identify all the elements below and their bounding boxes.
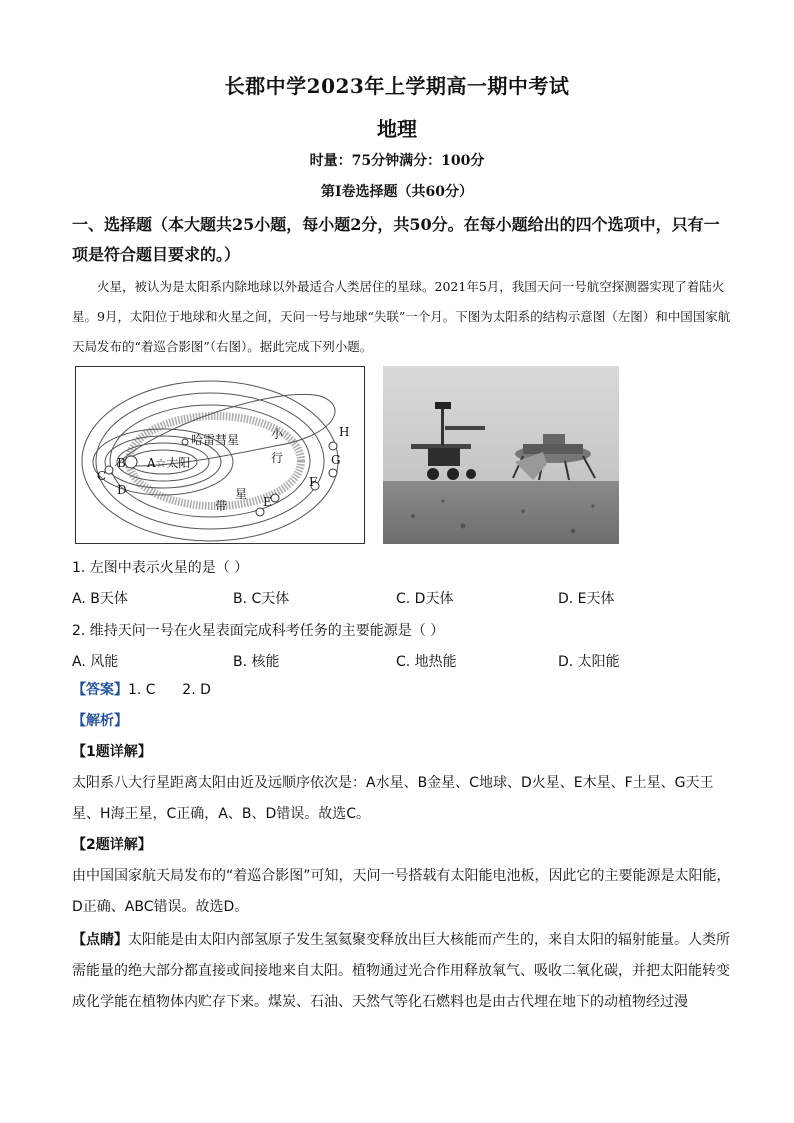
label-b: B xyxy=(117,456,126,470)
answer-line xyxy=(72,675,732,706)
label-f: F xyxy=(309,475,318,489)
q1-option-a: A. B天体 xyxy=(72,591,128,607)
detail-2-tag: 【2题详解】 xyxy=(72,837,152,853)
label-g: G xyxy=(331,453,341,467)
answer-tag: 【答案】 xyxy=(72,682,128,698)
label-e: E xyxy=(263,495,272,509)
detail-2-heading xyxy=(72,830,732,861)
question-2-stem: 2. 维持天问一号在火星表面完成科考任务的主要能源是（ ） xyxy=(72,623,445,639)
q2-option-c: C. 地热能 xyxy=(396,654,457,670)
detail-1-tag: 【1题详解】 xyxy=(72,744,152,760)
subject-title: 地理 xyxy=(377,117,417,141)
label-d: D xyxy=(117,483,127,497)
detail-1-text: 太阳系八大行星距离太阳由近及远顺序依次是：A水星、B金星、C地球、D火星、E木星、F土星、G天王星、H海王星，C正确，A、B、D错误。故选C。 xyxy=(72,775,714,822)
analysis-tag: 【解析】 xyxy=(72,713,128,729)
rover-lander-photo xyxy=(383,366,619,544)
q1-option-b: B. C天体 xyxy=(233,591,290,607)
section-heading: 一、选择题（本大题共25小题，每小题2分，共50分。在每小题给出的四个选项中，只有一项是符合题目要求的。） xyxy=(72,215,720,264)
detail-2-text: 由中国国家航天局发布的“着巡合影图”可知，天问一号搭载有太阳能电池板，因此它的主要能源是太阳能，D正确、ABC错误。故选D。 xyxy=(72,868,731,915)
volume-heading: 第Ⅰ卷选择题（共60分） xyxy=(320,184,474,200)
tip-paragraph xyxy=(72,925,732,1018)
belt-label-2: 行 xyxy=(271,451,284,465)
passage-text: 火星，被认为是太阳系内除地球以外最适合人类居住的星球。2021年5月，我国天问一号航空探测器实现了着陆火星。9月，太阳位于地球和火星之间，天问一号与地球“失联”一个月。下图为太阳系的结构示意图（左图）和中国国家航天局发布的“着巡合影图”（右图）。据此完成下列小题。 xyxy=(72,279,731,354)
sun-label: A☆太阳 xyxy=(147,456,191,470)
question-1-stem: 1. 左图中表示火星的是（ ） xyxy=(72,560,249,576)
label-c: C xyxy=(97,469,107,483)
solar-system-diagram xyxy=(75,366,365,544)
tip-tag: 【点睛】 xyxy=(72,932,128,948)
q1-option-d: D. E天体 xyxy=(558,591,615,607)
belt-label-1: 小 xyxy=(271,427,284,441)
tip-text: 太阳能是由太阳内部氢原子发生氢氦聚变释放出巨大核能而产生的，来自太阳的辐射能量。人类所需能量的绝大部分都直接或间接地来自太阳。植物通过光合作用释放氧气、吸收二氧化碳，并把太阳能转变成化学能在植物体内贮存下来。煤炭、石油、天然气等化石燃料也是由古代埋在地下的动植物经过漫 xyxy=(72,932,730,1010)
q2-option-a: A. 风能 xyxy=(72,654,119,670)
analysis-line xyxy=(72,706,732,737)
belt-label-3: 星 xyxy=(235,487,248,501)
q1-option-c: C. D天体 xyxy=(396,591,454,607)
label-h: H xyxy=(339,425,350,439)
time-info: 时量：75分钟满分：100分 xyxy=(309,153,485,169)
q2-option-d: D. 太阳能 xyxy=(558,654,620,670)
detail-1-heading xyxy=(72,737,732,768)
halley-label: 哈雷彗星 xyxy=(191,433,240,447)
belt-label-4: 带 xyxy=(215,499,228,513)
answer-text: 1. C 2. D xyxy=(128,682,211,698)
exam-title: 长郡中学2023年上学期高一期中考试 xyxy=(224,74,570,98)
q2-option-b: B. 核能 xyxy=(233,654,280,670)
